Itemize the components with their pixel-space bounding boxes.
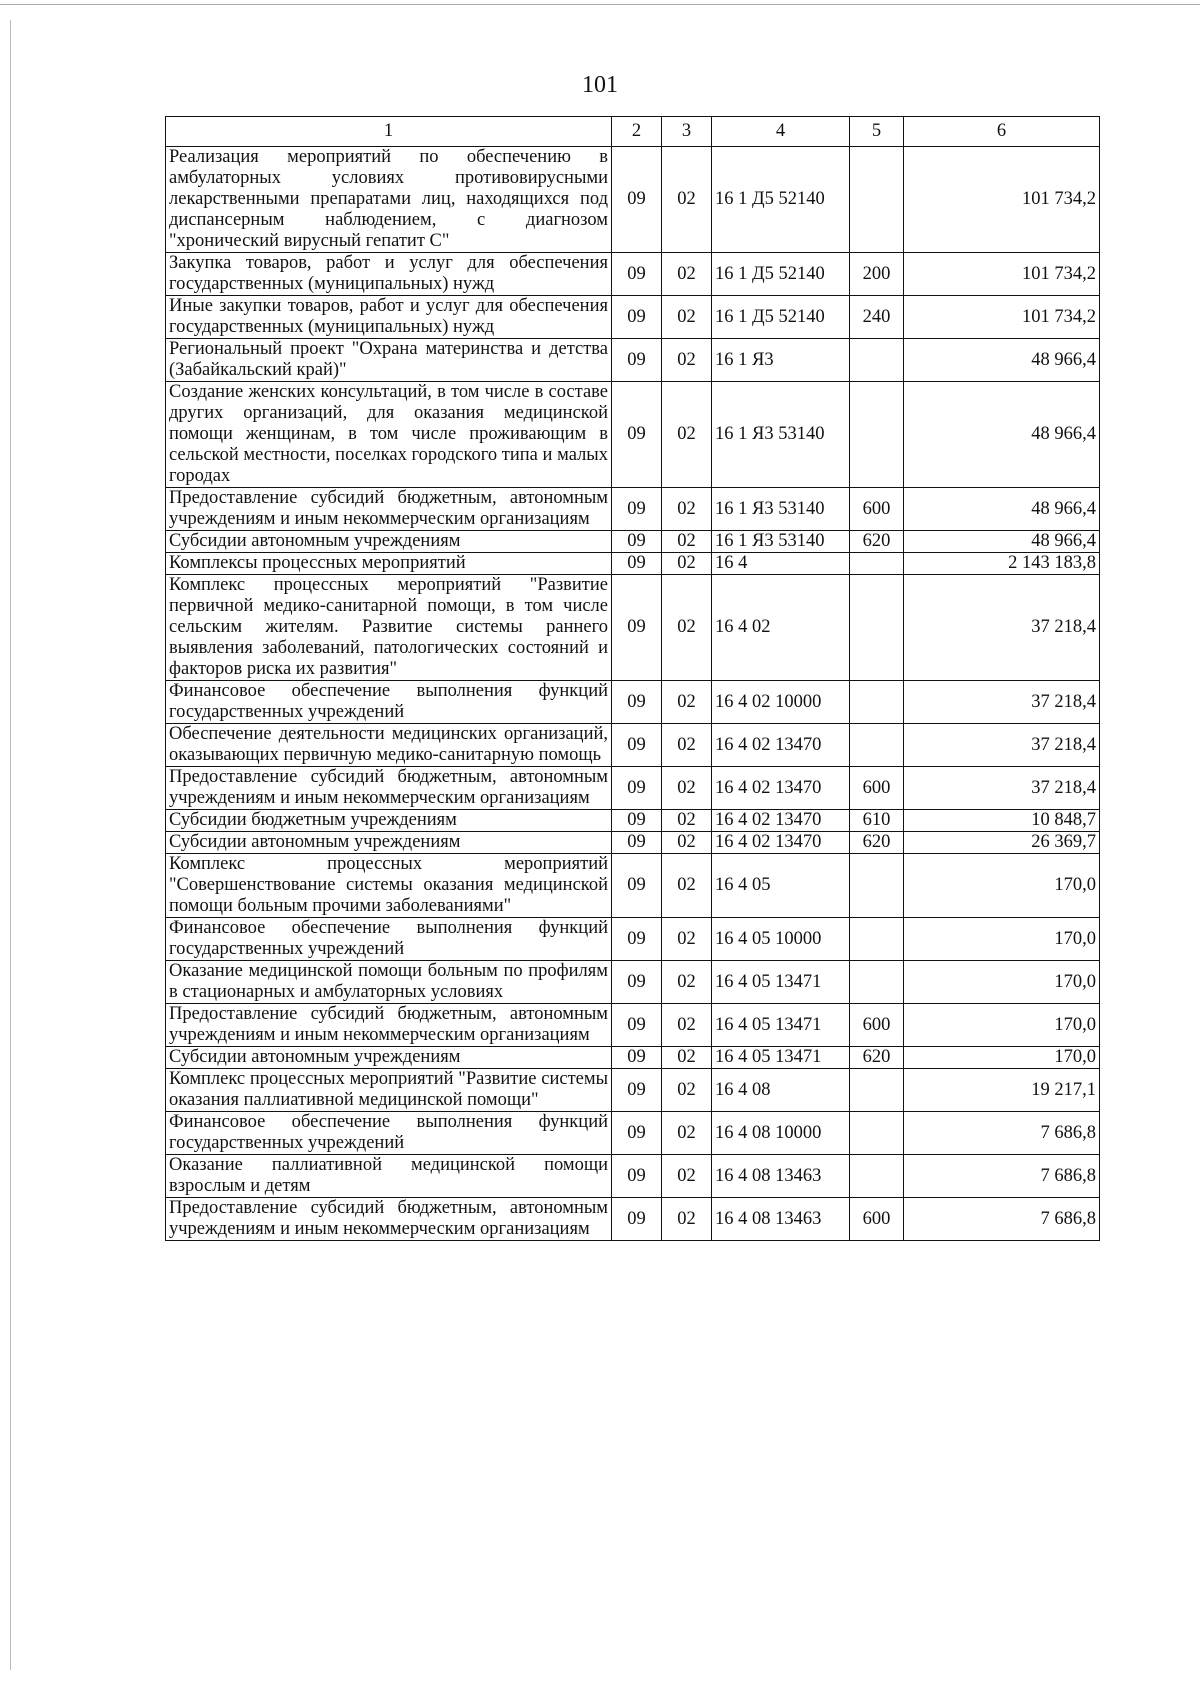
table-row <box>166 1112 1100 1155</box>
row-name: Комплекс процессных мероприятий "Развитие первичной медико-санитарной помощи, в том числе сельским жителям. Развитие системы раннего выявления заболеваний, патологических состояний и факторов риска их развития" <box>166 575 612 681</box>
table-row <box>166 1198 1100 1241</box>
row-amount: 48 966,4 <box>904 531 1100 553</box>
row-subsection: 02 <box>662 1155 712 1198</box>
table-row <box>166 382 1100 488</box>
table-row <box>166 531 1100 553</box>
row-target-code: 16 4 05 13471 <box>712 961 850 1004</box>
row-name: Финансовое обеспечение выполнения функций государственных учреждений <box>166 681 612 724</box>
row-name: Предоставление субсидий бюджетным, автономным учреждениям и иным некоммерческим организациям <box>166 488 612 531</box>
row-section: 09 <box>612 575 662 681</box>
row-target-code: 16 4 02 13470 <box>712 724 850 767</box>
table-row <box>166 1069 1100 1112</box>
header-row <box>166 117 1100 147</box>
row-section: 09 <box>612 1004 662 1047</box>
row-target-code: 16 4 05 <box>712 854 850 918</box>
row-target-code: 16 4 05 13471 <box>712 1047 850 1069</box>
row-section: 09 <box>612 832 662 854</box>
table-row <box>166 681 1100 724</box>
row-expense-type: 610 <box>850 810 904 832</box>
row-subsection: 02 <box>662 1198 712 1241</box>
row-subsection: 02 <box>662 767 712 810</box>
table-row <box>166 961 1100 1004</box>
row-expense-type <box>850 724 904 767</box>
row-expense-type <box>850 681 904 724</box>
table-row <box>166 918 1100 961</box>
row-section: 09 <box>612 147 662 253</box>
row-amount: 170,0 <box>904 1004 1100 1047</box>
row-target-code: 16 4 02 13470 <box>712 767 850 810</box>
row-name: Оказание паллиативной медицинской помощи взрослым и детям <box>166 1155 612 1198</box>
row-name: Комплекс процессных мероприятий "Совершенствование системы оказания медицинской помощи больным прочими заболеваниями" <box>166 854 612 918</box>
page-number: 101 <box>582 72 618 98</box>
row-target-code: 16 4 02 10000 <box>712 681 850 724</box>
row-target-code: 16 1 Д5 52140 <box>712 147 850 253</box>
table-row <box>166 575 1100 681</box>
row-section: 09 <box>612 918 662 961</box>
row-section: 09 <box>612 531 662 553</box>
row-target-code: 16 4 05 10000 <box>712 918 850 961</box>
row-expense-type: 620 <box>850 531 904 553</box>
row-target-code: 16 1 Д5 52140 <box>712 253 850 296</box>
row-target-code: 16 4 05 13471 <box>712 1004 850 1047</box>
row-expense-type: 620 <box>850 832 904 854</box>
table-row <box>166 488 1100 531</box>
table-row <box>166 854 1100 918</box>
row-section: 09 <box>612 1112 662 1155</box>
table-row <box>166 832 1100 854</box>
row-section: 09 <box>612 382 662 488</box>
row-amount: 19 217,1 <box>904 1069 1100 1112</box>
header-col-3: 3 <box>662 117 712 147</box>
row-amount: 7 686,8 <box>904 1155 1100 1198</box>
row-name: Обеспечение деятельности медицинских организаций, оказывающих первичную медико-санитарную помощь <box>166 724 612 767</box>
row-subsection: 02 <box>662 961 712 1004</box>
row-expense-type <box>850 147 904 253</box>
scan-left-edge <box>10 20 11 1670</box>
row-target-code: 16 4 02 13470 <box>712 810 850 832</box>
row-target-code: 16 4 <box>712 553 850 575</box>
row-amount: 101 734,2 <box>904 147 1100 253</box>
row-subsection: 02 <box>662 296 712 339</box>
row-expense-type <box>850 1155 904 1198</box>
row-section: 09 <box>612 253 662 296</box>
row-subsection: 02 <box>662 488 712 531</box>
row-section: 09 <box>612 488 662 531</box>
row-section: 09 <box>612 681 662 724</box>
row-subsection: 02 <box>662 1047 712 1069</box>
row-target-code: 16 1 Я3 <box>712 339 850 382</box>
table-row <box>166 810 1100 832</box>
row-subsection: 02 <box>662 382 712 488</box>
row-subsection: 02 <box>662 575 712 681</box>
header-col-6: 6 <box>904 117 1100 147</box>
row-target-code: 16 1 Я3 53140 <box>712 382 850 488</box>
row-expense-type <box>850 575 904 681</box>
row-subsection: 02 <box>662 832 712 854</box>
row-subsection: 02 <box>662 147 712 253</box>
row-target-code: 16 4 08 10000 <box>712 1112 850 1155</box>
row-name: Оказание медицинской помощи больным по профилям в стационарных и амбулаторных условиях <box>166 961 612 1004</box>
header-col-2: 2 <box>612 117 662 147</box>
row-subsection: 02 <box>662 681 712 724</box>
header-col-4: 4 <box>712 117 850 147</box>
table-body <box>166 147 1100 1241</box>
row-amount: 48 966,4 <box>904 382 1100 488</box>
row-name: Комплекс процессных мероприятий "Развитие системы оказания паллиативной медицинской помощи" <box>166 1069 612 1112</box>
row-name: Предоставление субсидий бюджетным, автономным учреждениям и иным некоммерческим организациям <box>166 1004 612 1047</box>
row-name: Создание женских консультаций, в том числе в составе других организаций, для оказания медицинской помощи женщинам, в том числе проживающим в сельской местности, поселках городского типа и малых городах <box>166 382 612 488</box>
row-name: Региональный проект "Охрана материнства и детства (Забайкальский край)" <box>166 339 612 382</box>
row-expense-type <box>850 1069 904 1112</box>
row-name: Иные закупки товаров, работ и услуг для обеспечения государственных (муниципальных) нужд <box>166 296 612 339</box>
row-section: 09 <box>612 854 662 918</box>
row-subsection: 02 <box>662 339 712 382</box>
row-expense-type <box>850 553 904 575</box>
row-expense-type: 200 <box>850 253 904 296</box>
table-row <box>166 1155 1100 1198</box>
row-name: Субсидии бюджетным учреждениям <box>166 810 612 832</box>
row-section: 09 <box>612 1047 662 1069</box>
row-target-code: 16 1 Я3 53140 <box>712 488 850 531</box>
row-amount: 101 734,2 <box>904 296 1100 339</box>
row-amount: 26 369,7 <box>904 832 1100 854</box>
row-amount: 2 143 183,8 <box>904 553 1100 575</box>
row-subsection: 02 <box>662 1112 712 1155</box>
row-amount: 48 966,4 <box>904 488 1100 531</box>
row-amount: 101 734,2 <box>904 253 1100 296</box>
row-subsection: 02 <box>662 1004 712 1047</box>
row-section: 09 <box>612 961 662 1004</box>
row-amount: 37 218,4 <box>904 681 1100 724</box>
row-amount: 170,0 <box>904 1047 1100 1069</box>
row-amount: 10 848,7 <box>904 810 1100 832</box>
row-section: 09 <box>612 296 662 339</box>
row-expense-type <box>850 854 904 918</box>
row-expense-type <box>850 339 904 382</box>
row-name: Предоставление субсидий бюджетным, автономным учреждениям и иным некоммерческим организациям <box>166 767 612 810</box>
row-target-code: 16 1 Я3 53140 <box>712 531 850 553</box>
row-amount: 170,0 <box>904 918 1100 961</box>
row-section: 09 <box>612 724 662 767</box>
row-expense-type: 600 <box>850 1198 904 1241</box>
row-expense-type: 600 <box>850 1004 904 1047</box>
row-target-code: 16 4 08 <box>712 1069 850 1112</box>
table-row <box>166 1004 1100 1047</box>
row-expense-type <box>850 961 904 1004</box>
row-expense-type: 600 <box>850 767 904 810</box>
row-expense-type: 600 <box>850 488 904 531</box>
row-name: Реализация мероприятий по обеспечению в амбулаторных условиях противовирусными лекарственными препаратами лиц, находящихся под диспансерным наблюдением, с диагнозом "хронический вирусный гепатит С" <box>166 147 612 253</box>
row-amount: 7 686,8 <box>904 1112 1100 1155</box>
table-row <box>166 724 1100 767</box>
row-amount: 37 218,4 <box>904 724 1100 767</box>
header-col-5: 5 <box>850 117 904 147</box>
row-subsection: 02 <box>662 553 712 575</box>
row-subsection: 02 <box>662 1069 712 1112</box>
row-expense-type <box>850 1112 904 1155</box>
row-target-code: 16 4 02 13470 <box>712 832 850 854</box>
row-section: 09 <box>612 810 662 832</box>
row-amount: 37 218,4 <box>904 575 1100 681</box>
row-name: Финансовое обеспечение выполнения функций государственных учреждений <box>166 1112 612 1155</box>
row-subsection: 02 <box>662 531 712 553</box>
row-name: Субсидии автономным учреждениям <box>166 1047 612 1069</box>
row-expense-type <box>850 918 904 961</box>
row-amount: 7 686,8 <box>904 1198 1100 1241</box>
row-name: Субсидии автономным учреждениям <box>166 832 612 854</box>
table-row <box>166 553 1100 575</box>
row-section: 09 <box>612 339 662 382</box>
row-expense-type: 240 <box>850 296 904 339</box>
row-name: Комплексы процессных мероприятий <box>166 553 612 575</box>
table-row <box>166 253 1100 296</box>
row-subsection: 02 <box>662 724 712 767</box>
table-row <box>166 767 1100 810</box>
row-name: Предоставление субсидий бюджетным, автономным учреждениям и иным некоммерческим организациям <box>166 1198 612 1241</box>
row-section: 09 <box>612 1198 662 1241</box>
row-name: Субсидии автономным учреждениям <box>166 531 612 553</box>
table-row <box>166 296 1100 339</box>
table-row <box>166 339 1100 382</box>
row-amount: 37 218,4 <box>904 767 1100 810</box>
row-subsection: 02 <box>662 918 712 961</box>
row-section: 09 <box>612 553 662 575</box>
row-target-code: 16 4 02 <box>712 575 850 681</box>
row-name: Закупка товаров, работ и услуг для обеспечения государственных (муниципальных) нужд <box>166 253 612 296</box>
row-name: Финансовое обеспечение выполнения функций государственных учреждений <box>166 918 612 961</box>
row-expense-type: 620 <box>850 1047 904 1069</box>
scan-top-line <box>0 4 1200 5</box>
row-target-code: 16 4 08 13463 <box>712 1155 850 1198</box>
row-amount: 170,0 <box>904 961 1100 1004</box>
row-section: 09 <box>612 767 662 810</box>
row-expense-type <box>850 382 904 488</box>
table-row <box>166 147 1100 253</box>
row-target-code: 16 1 Д5 52140 <box>712 296 850 339</box>
row-subsection: 02 <box>662 810 712 832</box>
row-section: 09 <box>612 1155 662 1198</box>
table-row <box>166 1047 1100 1069</box>
row-target-code: 16 4 08 13463 <box>712 1198 850 1241</box>
row-section: 09 <box>612 1069 662 1112</box>
row-subsection: 02 <box>662 253 712 296</box>
row-amount: 170,0 <box>904 854 1100 918</box>
row-amount: 48 966,4 <box>904 339 1100 382</box>
row-subsection: 02 <box>662 854 712 918</box>
budget-table <box>165 116 1100 1241</box>
header-col-1: 1 <box>166 117 612 147</box>
